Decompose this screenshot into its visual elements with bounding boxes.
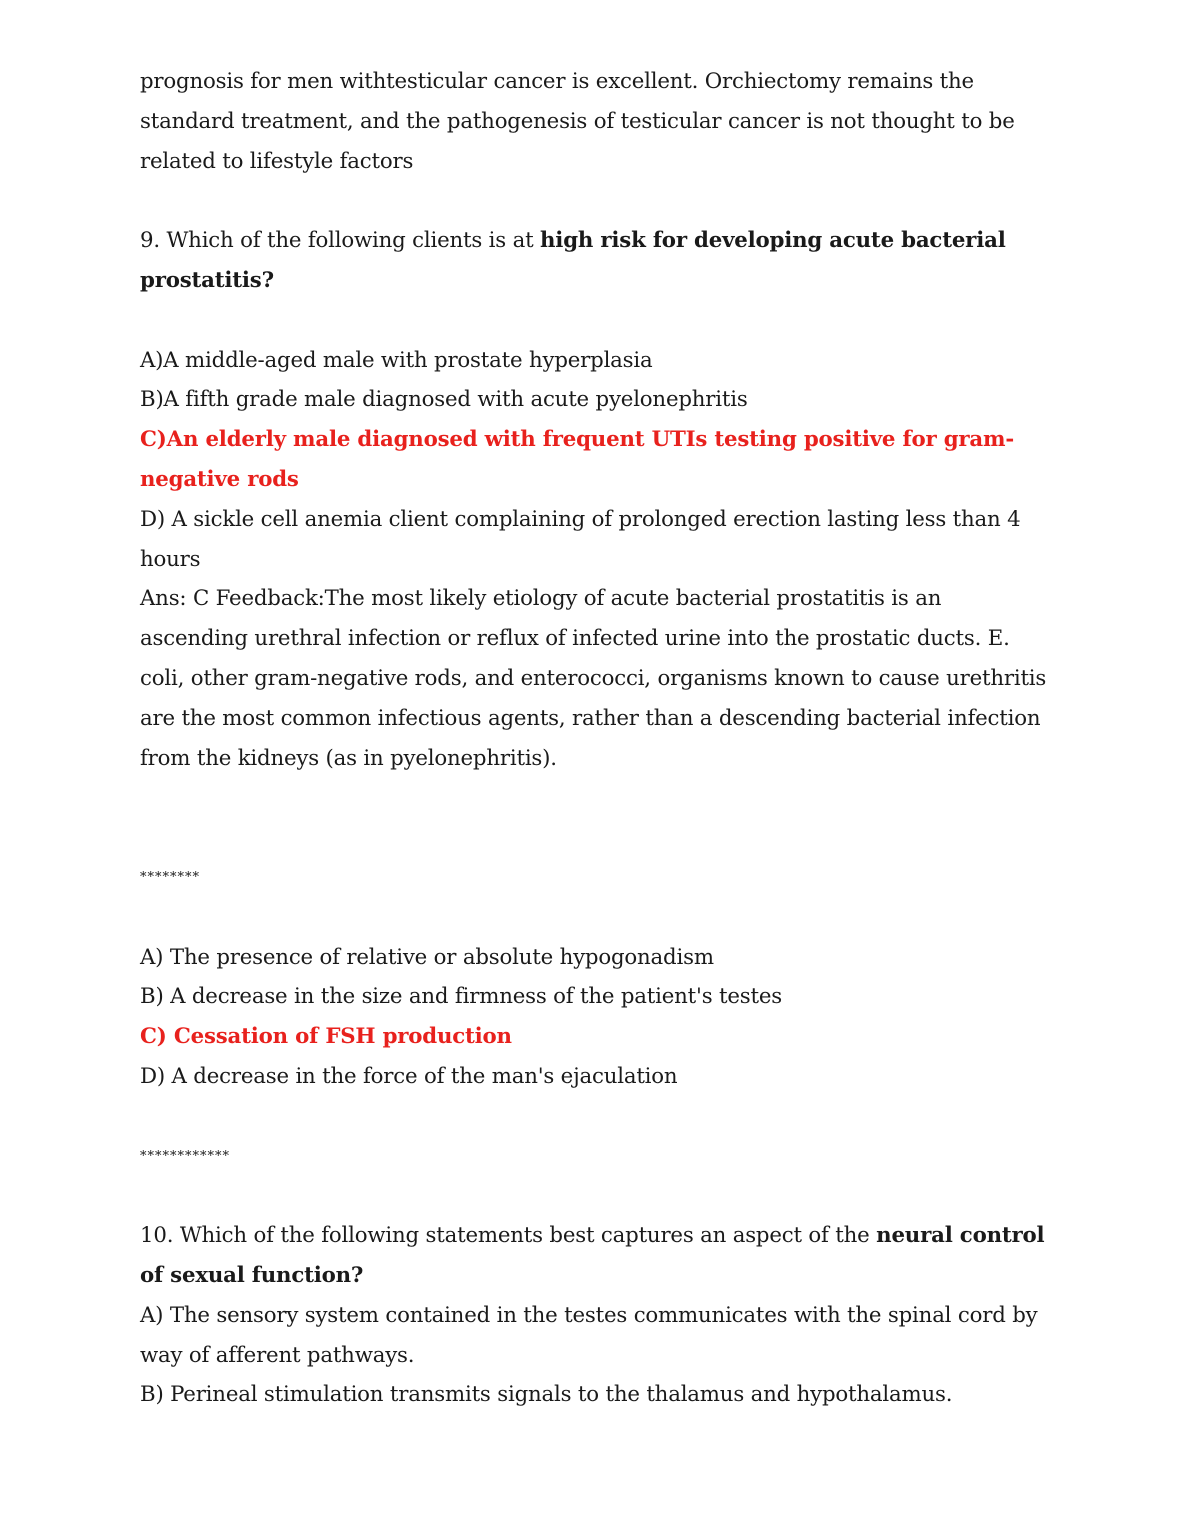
question-10-option-a: A) The sensory system contained in the testes communicates with the spinal cord by way of afferent pathways. (140, 1302, 1038, 1368)
unnamed-question-option-c-correct: C) Cessation of FSH production (140, 1024, 512, 1050)
intro-paragraph: prognosis for men withtesticular cancer is excellent. Orchiectomy remains the standard treatment, and the pathogenesis of testicular cancer is not thought to be related to lifestyle factors (140, 69, 1015, 174)
question-9-option-a: A)A middle-aged male with prostate hyperplasia (140, 347, 653, 373)
unnamed-question-option-b: B) A decrease in the size and firmness of the patient's testes (140, 984, 782, 1010)
question-9-stem (140, 221, 1055, 301)
question-9-bold: high risk for developing acute bacterial prostatitis? (140, 228, 1006, 293)
unnamed-question-option-a: A) The presence of relative or absolute hypogonadism (140, 944, 714, 970)
spacer (140, 181, 1055, 221)
separator-stars: ************ (140, 1148, 230, 1164)
spacer (140, 1097, 1055, 1137)
question-9-option-d: D) A sickle cell anemia client complaining of prolonged erection lasting less than 4 hours (140, 506, 1021, 572)
document-page (140, 62, 1055, 1415)
question-10-prefix: 10. Which of the following statements best captures an aspect of the (140, 1223, 877, 1249)
question-10-stem (140, 1216, 1055, 1296)
question-9-prefix: 9. Which of the following clients is at (140, 228, 541, 254)
spacer (140, 301, 1055, 341)
question-9-answer-feedback: Ans: C Feedback:The most likely etiology of acute bacterial prostatitis is an ascending urethral infection or reflux of infected urine into the prostatic ducts. E. coli, other gram-negative rods, and enterococci, organisms known to cause urethritis are the most common infectious agents, rather than a descending bacterial infection from the kidneys (as in pyelonephritis). (140, 586, 1047, 771)
spacer (140, 1176, 1055, 1216)
separator-stars: ******** (140, 869, 200, 885)
spacer (140, 778, 1055, 858)
question-10-bold: neural control of sexual function? (140, 1223, 1045, 1288)
spacer (140, 898, 1055, 938)
question-10-option-b: B) Perineal stimulation transmits signals to the thalamus and hypothalamus. (140, 1382, 953, 1408)
question-9-option-c-correct: C)An elderly male diagnosed with frequent UTIs testing positive for gram-negative rods (140, 427, 1014, 492)
unnamed-question-option-d: D) A decrease in the force of the man's ejaculation (140, 1063, 678, 1089)
question-9-option-b: B)A fifth grade male diagnosed with acute pyelonephritis (140, 387, 748, 413)
